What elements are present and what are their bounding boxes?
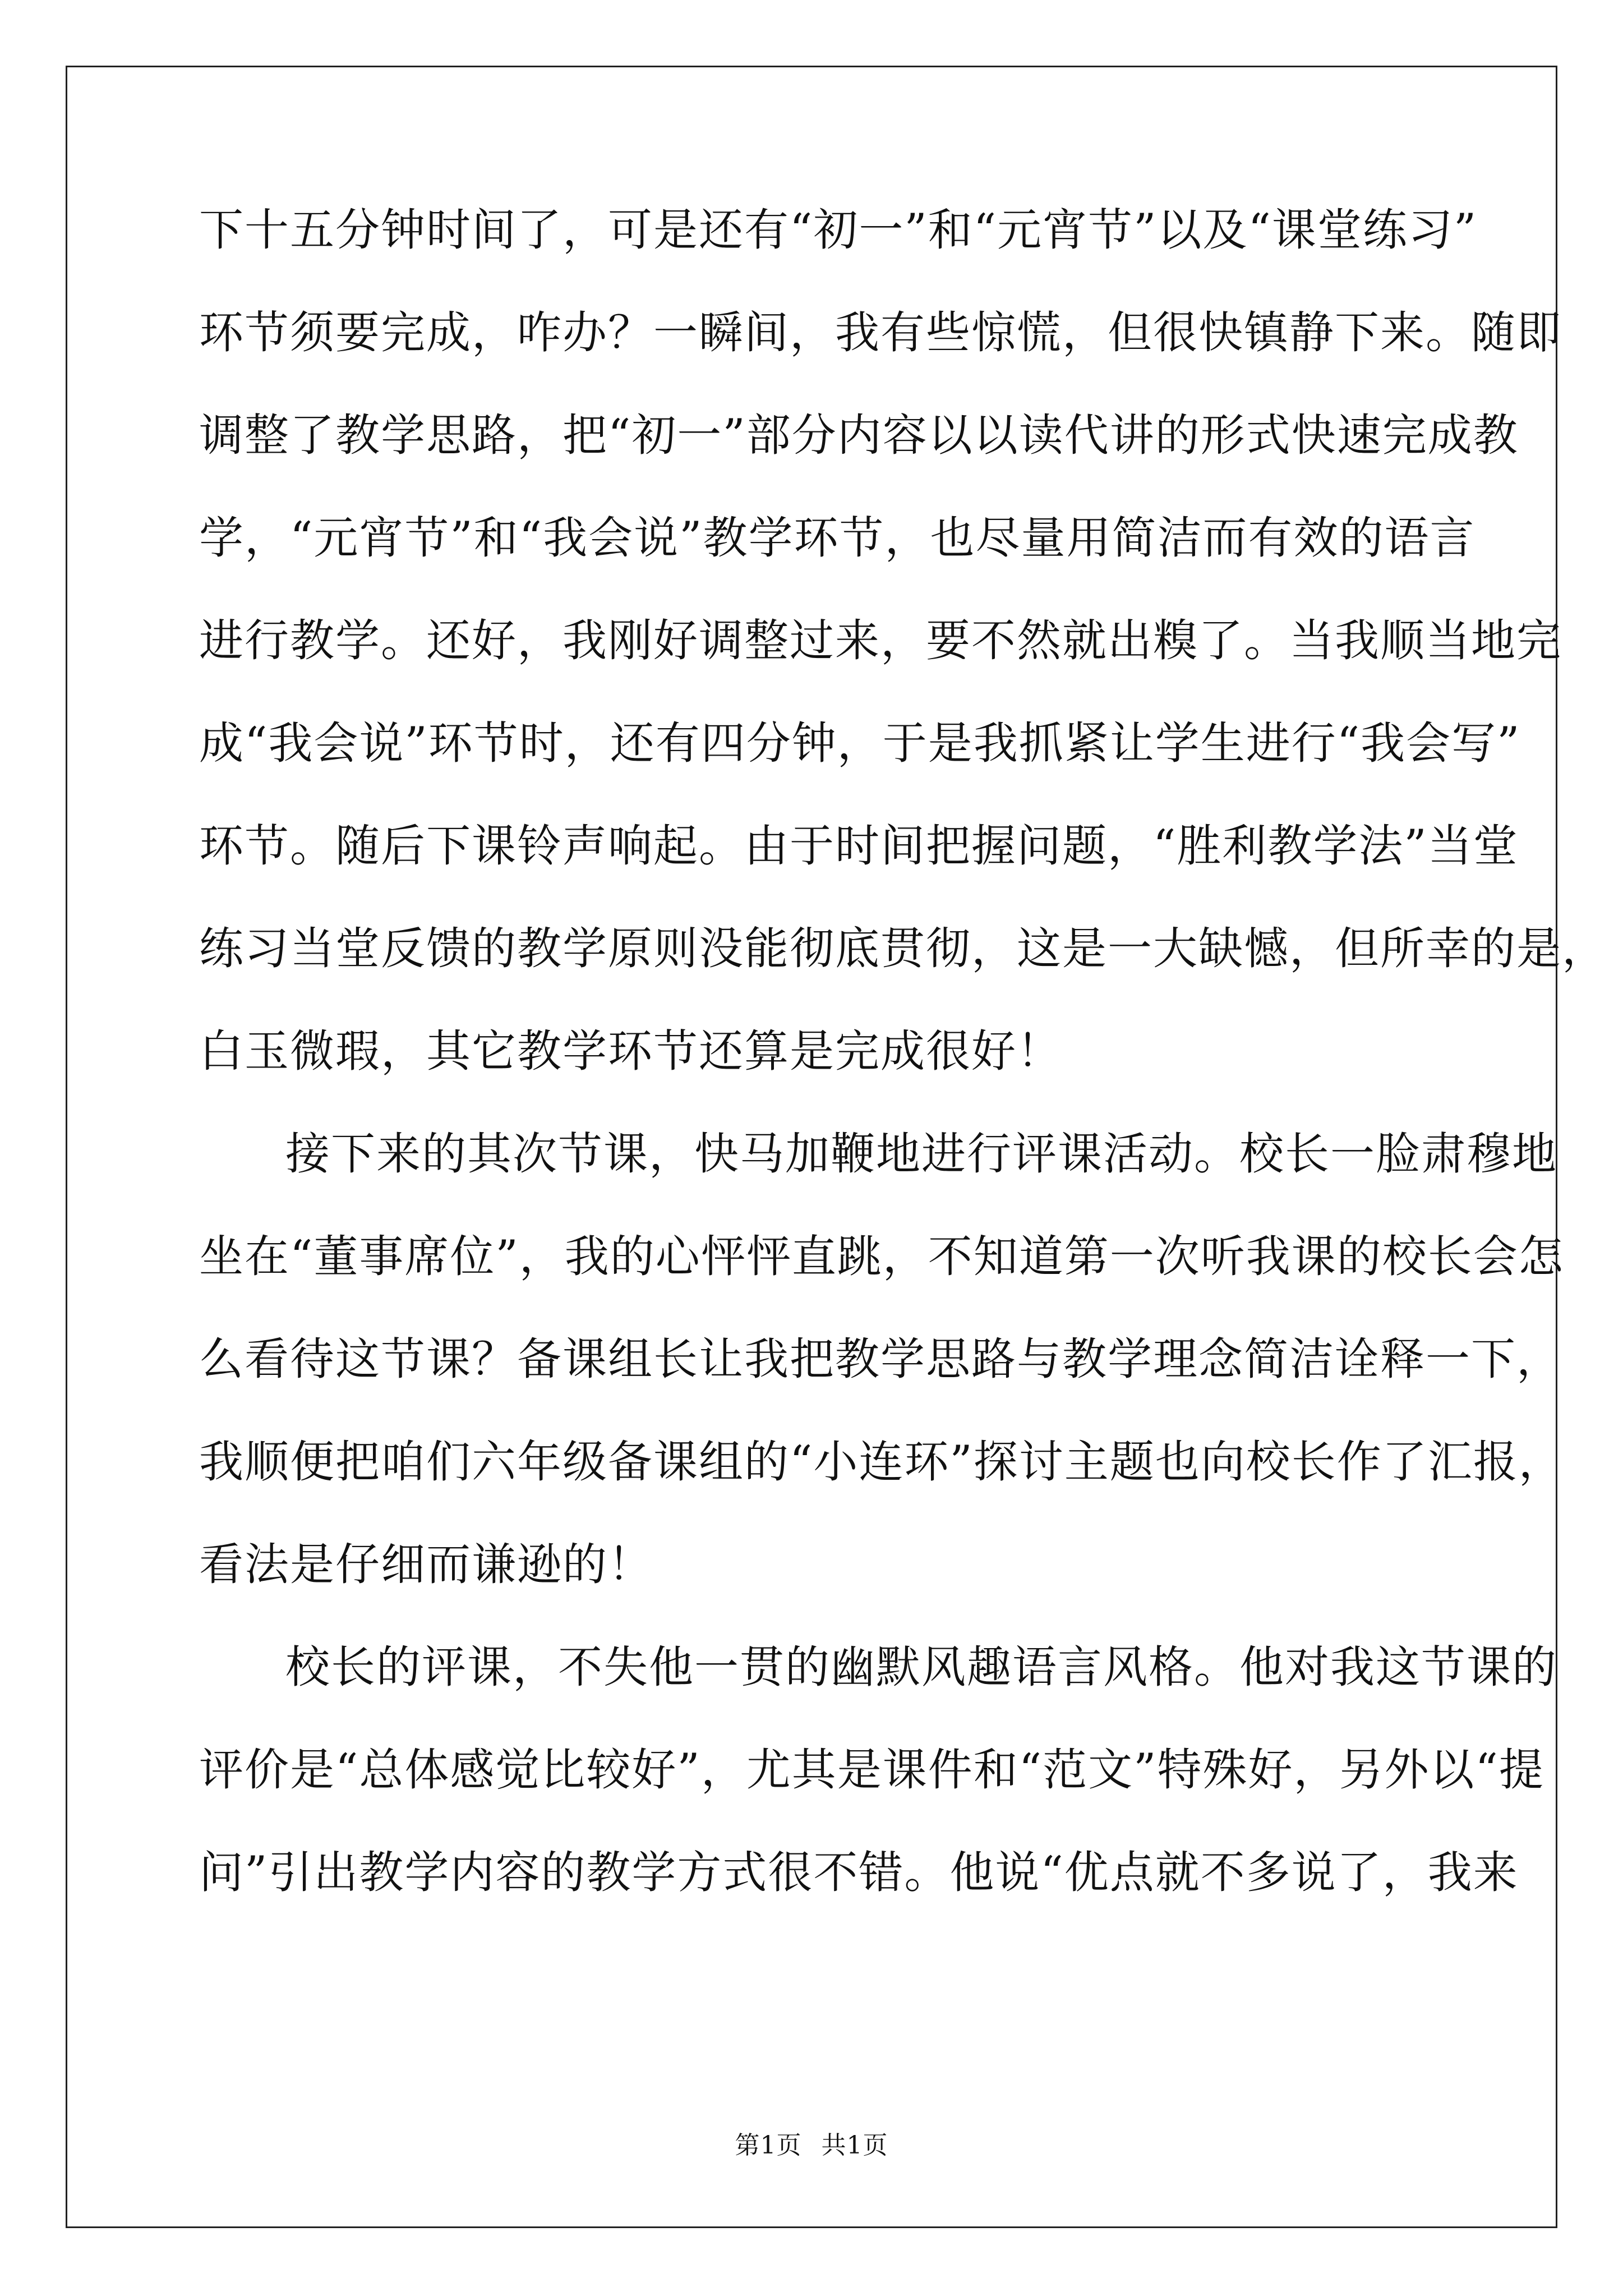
text-line: 白玉微瑕，其它教学环节还算是完成很好！: [199, 1025, 1062, 1077]
text-line: 坐在“董事席位”，我的心怦怦直跳，不知道第一次听我课的校长会怎: [199, 1231, 1564, 1282]
text-line: 我顺便把咱们六年级备课组的“小连环”探讨主题也向校长作了汇报，: [199, 1436, 1564, 1488]
page-total: 共1页: [821, 2131, 888, 2160]
paragraph-first-line: 接下来的其次节课，快马加鞭地进行评课活动。校长一脸肃穆地: [285, 1128, 1557, 1180]
text-line: 评价是“总体感觉比较好”，尤其是课件和“范文”特殊好，另外以“提: [199, 1744, 1544, 1796]
text-line: 练习当堂反馈的教学原则没能彻底贯彻，这是一大缺憾，但所幸的是，: [199, 923, 1607, 974]
text-line: 问”引出教学内容的教学方式很不错。他说“优点就不多说了，我来: [199, 1847, 1519, 1898]
text-line: 调整了教学思路，把“初一”部分内容以以读代讲的形式快速完成教: [199, 409, 1519, 461]
text-line: 学，“元宵节”和“我会说”教学环节，也尽量用简洁而有效的语言: [199, 512, 1476, 564]
text-line: 么看待这节课？备课组长让我把教学思路与教学理念简洁诠释一下，: [199, 1333, 1562, 1385]
text-line: 成“我会说”环节时，还有四分钟，于是我抓紧让学生进行“我会写”: [199, 717, 1521, 769]
text-line: 看法是仔细而谦逊的！: [199, 1539, 653, 1590]
page-number: 第1页: [735, 2131, 802, 2160]
text-line: 进行教学。还好，我刚好调整过来，要不然就出糗了。当我顺当地完: [199, 615, 1562, 666]
paragraph-first-line: 校长的评课，不失他一贯的幽默风趣语言风格。他对我这节课的: [285, 1641, 1557, 1693]
text-line: 环节。随后下课铃声响起。由于时间把握问题，“胜利教学法”当堂: [199, 820, 1519, 872]
page-footer: [0, 2129, 1623, 2162]
text-line: 环节须要完成，咋办？一瞬间，我有些惊慌，但很快镇静下来。随即: [199, 307, 1562, 358]
text-line: 下十五分钟时间了，可是还有“初一”和“元宵节”以及“课堂练习”: [199, 204, 1478, 256]
